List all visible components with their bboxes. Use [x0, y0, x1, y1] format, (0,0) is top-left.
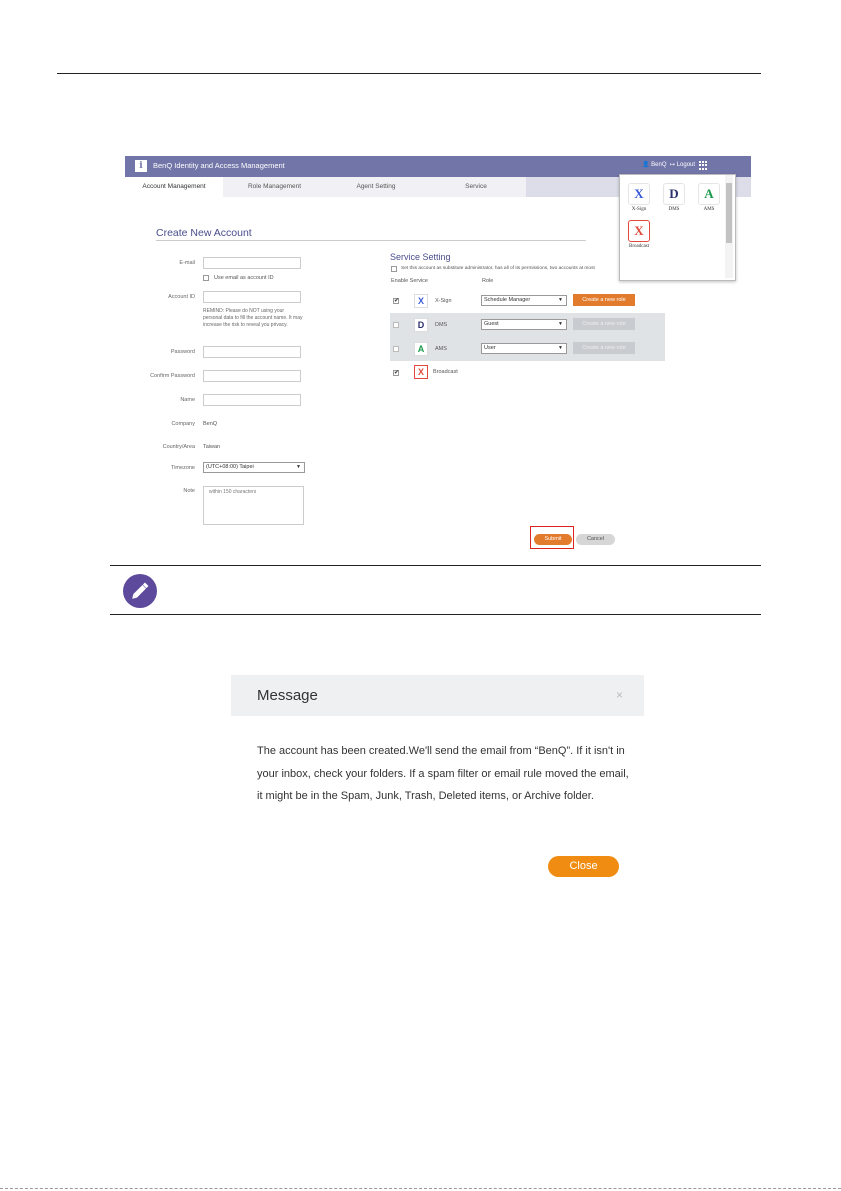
email-label: E-mail [179, 260, 195, 266]
user-menu[interactable] [642, 161, 667, 168]
account-id-label: Account ID [168, 294, 195, 300]
logout-label: Logout [676, 162, 696, 168]
caret-down-icon: ▼ [558, 345, 563, 351]
service-setting-title: Service Setting [390, 252, 451, 262]
name-field[interactable] [203, 394, 301, 406]
ams-create-role-button[interactable]: Create a new role [573, 342, 635, 354]
caret-down-icon: ▼ [296, 464, 301, 470]
message-body: The account has been created.We'll send the email from “BenQ”. If it isn't in your inbox, check your folders. If a spam filter or email rule moved the email, it might be in the Spam, Junk, Trash, Deleted items, or Archive folder. [257, 745, 629, 802]
xsign-label: X-Sign [435, 298, 452, 304]
company-label: Company [171, 421, 195, 427]
user-name: BenQ [651, 162, 667, 168]
note-pencil-icon [123, 574, 157, 608]
menu-scroll-thumb[interactable] [726, 183, 732, 243]
ams-icon: A [698, 183, 720, 205]
app-menu-xsign-label: X-Sign [631, 207, 647, 212]
caret-down-icon: ▼ [558, 321, 563, 327]
timezone-value: (UTC+08:00) Taipei [206, 464, 254, 470]
timezone-select[interactable] [203, 462, 305, 473]
password-label: Password [170, 349, 195, 355]
tab-account-management[interactable]: Account Management [125, 177, 223, 197]
submit-highlight-box [530, 526, 574, 549]
tab-service[interactable]: Service [465, 183, 487, 190]
app-menu-broadcast-label: Broadcast [629, 244, 649, 249]
app-menu-ams[interactable] [695, 183, 723, 212]
country-value: Taiwan [203, 444, 221, 450]
xsign-role-select[interactable] [481, 295, 567, 306]
email-field[interactable] [203, 257, 301, 269]
account-screenshot [125, 156, 751, 550]
confirm-password-field[interactable] [203, 370, 301, 382]
cancel-button[interactable]: Cancel [576, 534, 615, 545]
xsign-create-role-button[interactable]: Create a new role [573, 294, 635, 306]
ams-role-value: User [484, 345, 496, 351]
note-label: Note [183, 488, 195, 494]
top-rule [57, 73, 761, 74]
use-email-label: Use email as account ID [214, 275, 274, 281]
app-menu-xsign[interactable] [625, 183, 653, 212]
message-dialog-title: Message [257, 687, 318, 704]
close-button[interactable]: Close [548, 856, 619, 877]
broadcast-label: Broadcast [433, 369, 458, 375]
confirm-password-label: Confirm Password [150, 373, 195, 379]
enable-service-header: Enable Service [391, 278, 428, 284]
page-bottom-rule [0, 1188, 841, 1189]
tab-agent-setting[interactable]: Agent Setting [356, 183, 396, 190]
name-label: Name [180, 397, 195, 403]
ams-role-select[interactable] [481, 343, 567, 354]
broadcast-checkbox[interactable] [393, 370, 399, 376]
ams-label: AMS [435, 346, 447, 352]
dms-icon: D [663, 183, 685, 205]
broadcast-icon: X [628, 220, 650, 242]
dms-role-value: Guest [484, 321, 499, 327]
note-textarea[interactable] [203, 486, 304, 525]
app-menu-broadcast[interactable] [625, 220, 653, 249]
xsign-icon: X [628, 183, 650, 205]
password-field[interactable] [203, 346, 301, 358]
remind-text: REMIND: Please do NOT using your personal data to fill the account name. It may increase the risk to reveal you privacy. [203, 308, 303, 328]
page-title: Create New Account [156, 227, 252, 239]
role-header: Role [482, 278, 494, 284]
xsign-icon: X [414, 294, 428, 308]
app-switcher-menu [619, 174, 736, 281]
logout-link[interactable] [670, 161, 695, 168]
caret-down-icon: ▼ [558, 297, 563, 303]
app-title: BenQ Identity and Access Management [153, 161, 285, 170]
app-logo: i [135, 160, 147, 172]
dms-create-role-button[interactable]: Create a new role [573, 318, 635, 330]
submit-button[interactable]: Submit [534, 534, 572, 545]
dms-checkbox[interactable] [393, 322, 399, 328]
use-email-checkbox[interactable] [203, 275, 209, 281]
app-grid-icon[interactable] [699, 161, 708, 170]
note-top-rule [110, 565, 761, 566]
substitute-admin-checkbox[interactable] [391, 266, 397, 272]
country-label: Country/Area [162, 444, 195, 450]
substitute-admin-text: Set this account as substitute administrator, has all of its permissions, two accounts at most [401, 266, 595, 271]
app-menu-dms[interactable] [660, 183, 688, 212]
ams-icon: A [414, 342, 428, 356]
note-bottom-rule [110, 614, 761, 615]
close-icon[interactable]: × [616, 688, 624, 702]
heading-divider [156, 240, 586, 241]
ams-checkbox[interactable] [393, 346, 399, 352]
user-icon: 👤 [642, 162, 650, 168]
app-menu-ams-label: AMS [703, 207, 715, 212]
xsign-role-value: Schedule Manager [484, 297, 531, 303]
dms-role-select[interactable] [481, 319, 567, 330]
tab-role-management[interactable]: Role Management [247, 183, 302, 190]
broadcast-icon: X [414, 365, 428, 379]
xsign-checkbox[interactable] [393, 298, 399, 304]
company-value: BenQ [203, 421, 218, 427]
app-menu-dms-label: DMS [668, 207, 680, 212]
note-placeholder: within 150 characters [209, 489, 257, 495]
dms-label: DMS [435, 322, 448, 328]
timezone-label: Timezone [171, 465, 195, 471]
logout-icon: ↦ [670, 162, 676, 168]
account-id-field[interactable] [203, 291, 301, 303]
dms-icon: D [414, 318, 428, 332]
